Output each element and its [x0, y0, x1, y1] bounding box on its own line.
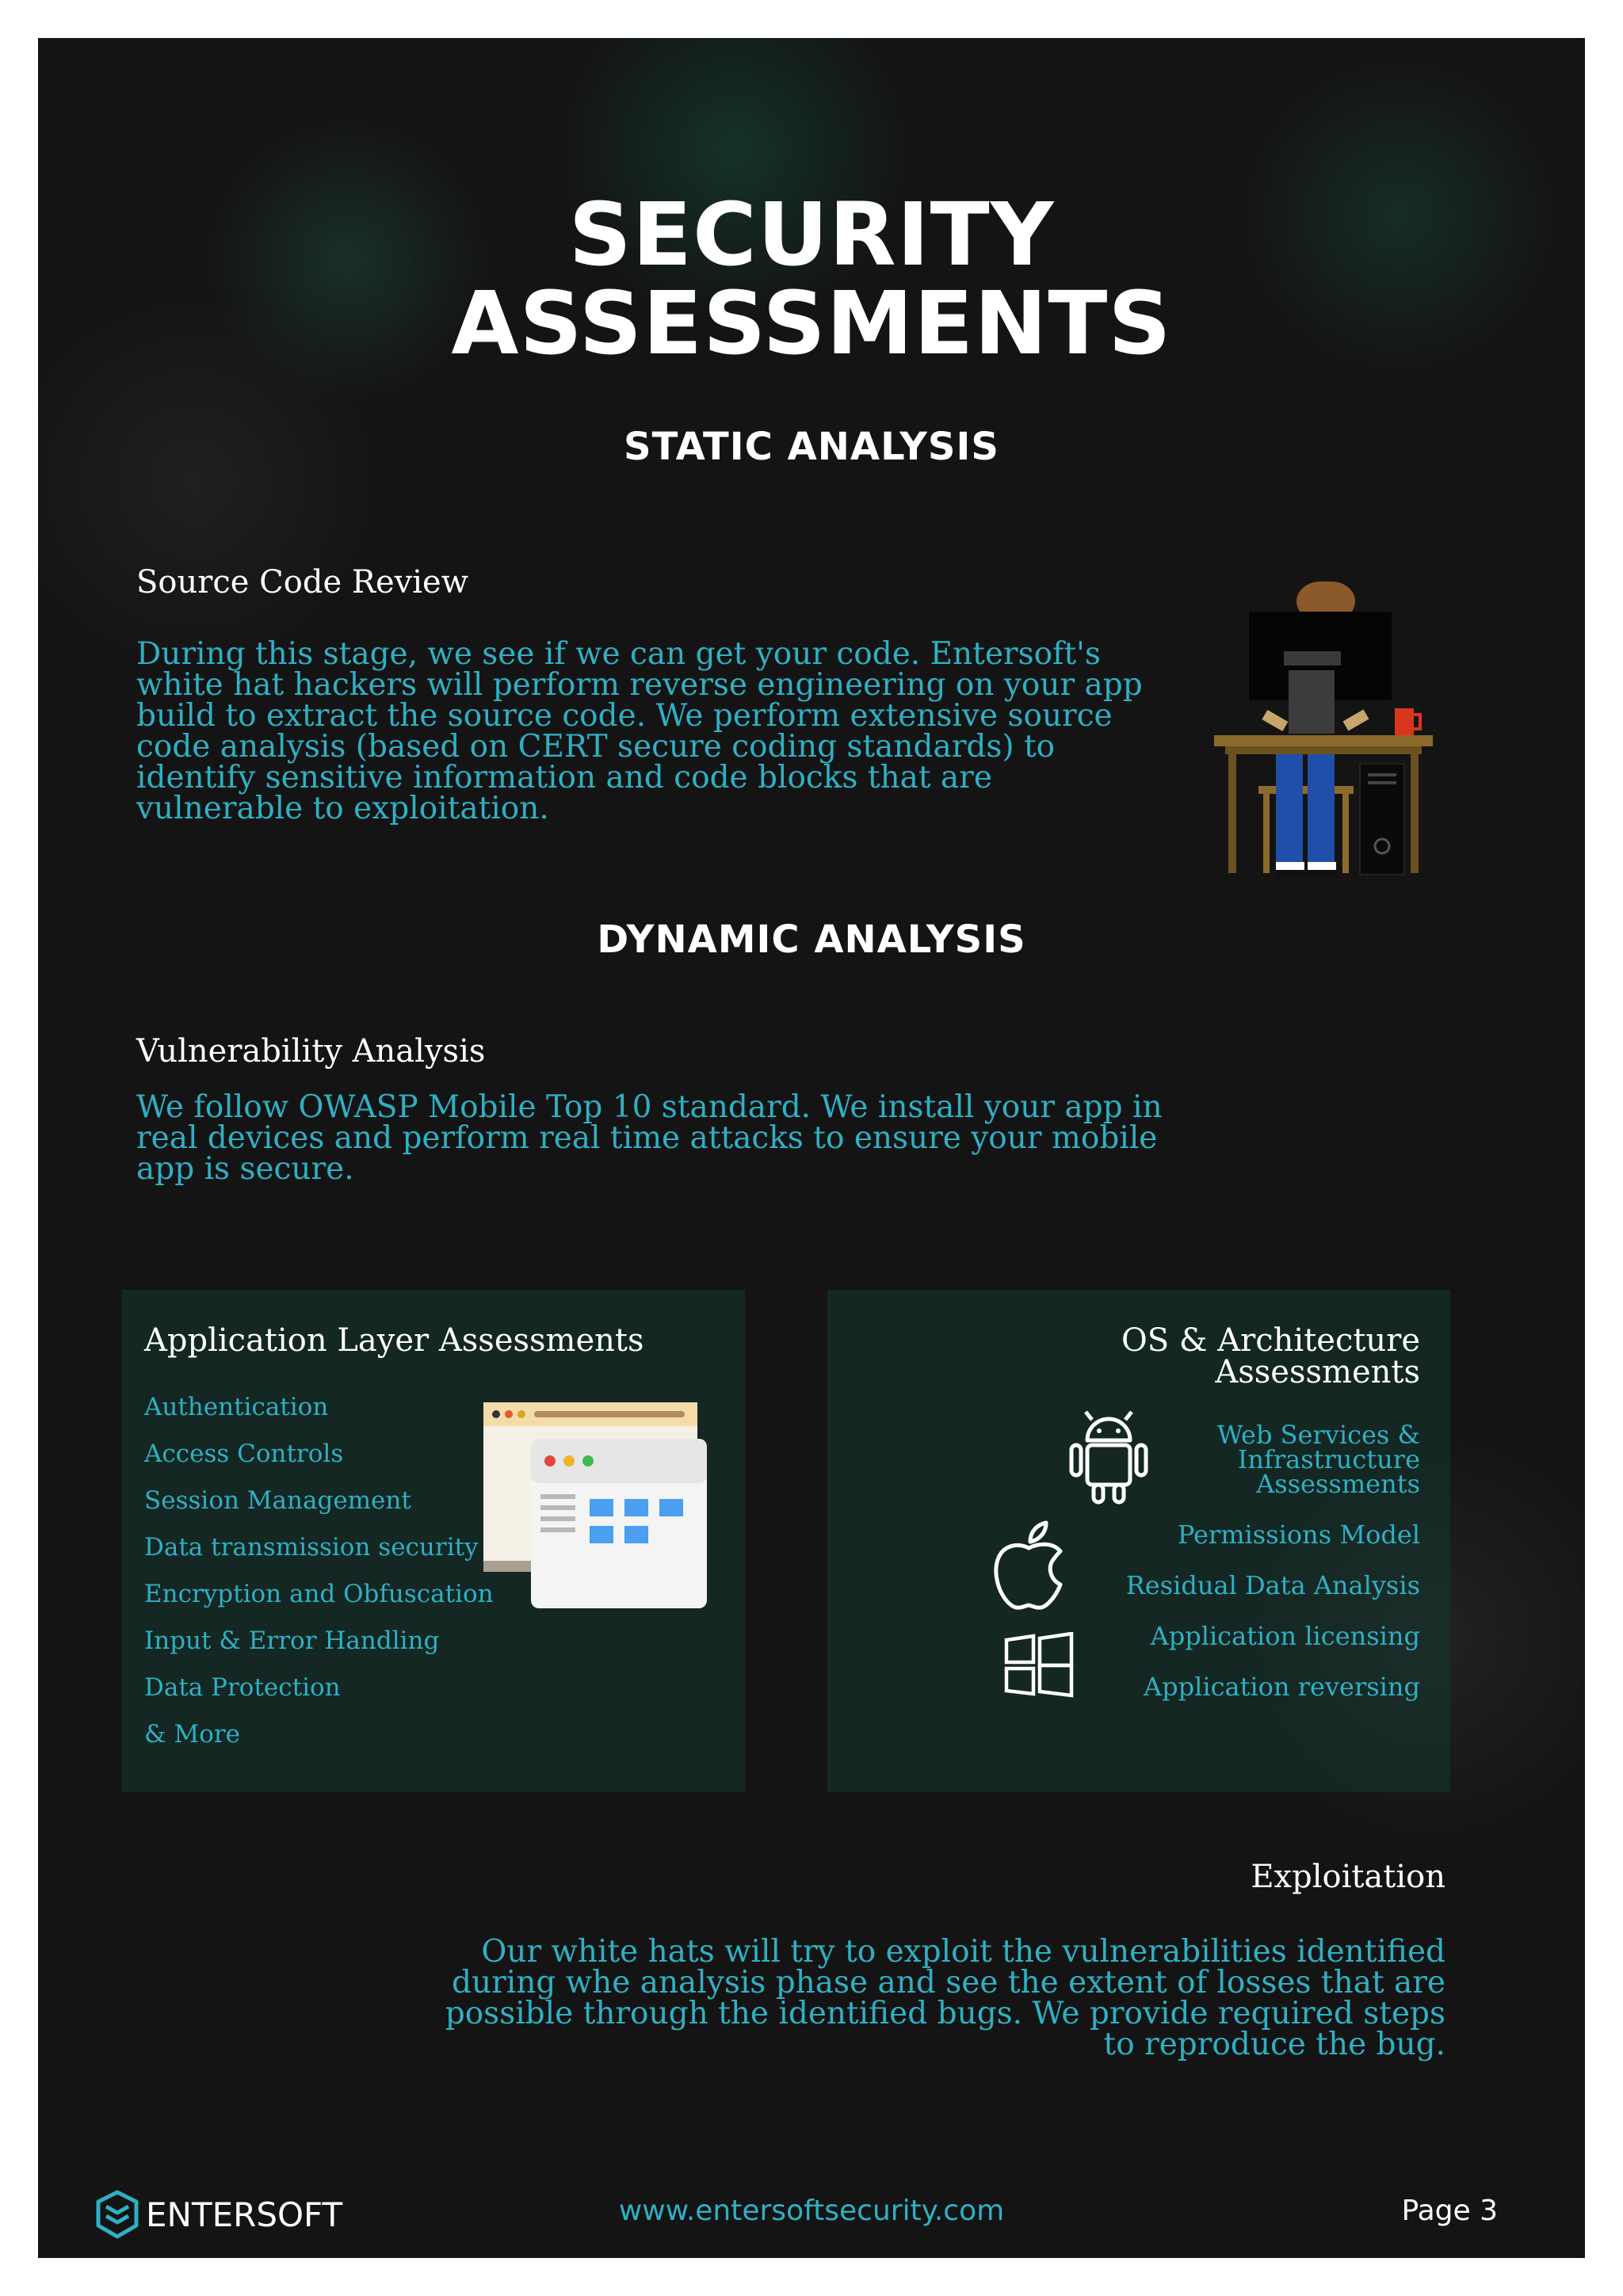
paragraph-line: to reproduce the bug. [1103, 2027, 1445, 2062]
list-item: Data transmission security [144, 1533, 479, 1562]
paragraph-line: identify sensitive information and code blocks that are [136, 760, 992, 795]
source-code-review-heading: Source Code Review [136, 564, 468, 601]
list-item-line: Infrastructure [1237, 1444, 1420, 1474]
application-layer-title: Application Layer Assessments [144, 1322, 644, 1359]
list-item-line: Assessments [1256, 1469, 1420, 1499]
list-item-line: Web Services & [1216, 1420, 1420, 1450]
application-layer-list [144, 1391, 494, 1765]
list-item: Input & Error Handling [144, 1627, 440, 1655]
os-architecture-panel [827, 1290, 1450, 1792]
paragraph-line: during whe analysis phase and see the extent of losses that are [452, 1965, 1445, 2000]
paragraph-line: app is secure. [136, 1151, 354, 1187]
paragraph-line: During this stage, we see if we can get your code. Entersoft's [136, 636, 1101, 672]
list-item: Application licensing [1150, 1621, 1420, 1651]
android-icon [1065, 1409, 1152, 1507]
list-item: Application reversing [1144, 1672, 1420, 1702]
page-title-line-1: SECURITY [568, 184, 1055, 285]
exploitation-paragraph [445, 1936, 1445, 2060]
list-item: Encryption and Obfuscation [144, 1580, 494, 1608]
paragraph-line: real devices and perform real time attacks to ensure your mobile [136, 1120, 1158, 1156]
hacker-at-desk-illustration [1211, 574, 1449, 906]
list-item: Data Protection [144, 1673, 341, 1702]
apple-icon [989, 1520, 1068, 1615]
dynamic-analysis-heading: DYNAMIC ANALYSIS [597, 917, 1026, 962]
page-title-line-2: ASSESSMENTS [451, 273, 1172, 374]
paragraph-line: white hat hackers will perform reverse engineering on your app [136, 667, 1143, 703]
list-item [1126, 1420, 1420, 1499]
browser-windows-icon [483, 1402, 713, 1610]
static-analysis-heading: STATIC ANALYSIS [624, 425, 999, 469]
static-analysis-paragraph [136, 636, 1143, 826]
list-item: Residual Data Analysis [1125, 1570, 1420, 1600]
dynamic-analysis-paragraph [136, 1089, 1163, 1187]
os-title-line-2: Assessments [1215, 1354, 1420, 1390]
os-title-line-1: OS & Architecture [1121, 1322, 1420, 1359]
page-number: Page 3 [1401, 2195, 1498, 2227]
os-architecture-title [1121, 1322, 1420, 1390]
brand-name: ENTERSOFT [146, 2195, 343, 2234]
paragraph-line: possible through the identified bugs. We provide required steps [445, 1996, 1445, 2031]
vulnerability-analysis-heading: Vulnerability Analysis [136, 1033, 486, 1070]
paragraph-line: Our white hats will try to exploit the vulnerabilities identified [481, 1934, 1445, 1970]
paragraph-line: We follow OWASP Mobile Top 10 standard. We install your app in [136, 1089, 1163, 1125]
list-item: & More [144, 1720, 241, 1749]
list-item: Authentication [144, 1393, 329, 1421]
page [38, 38, 1585, 2258]
list-item: Permissions Model [1177, 1520, 1420, 1550]
application-layer-panel [122, 1290, 745, 1792]
list-item: Session Management [144, 1486, 411, 1515]
paragraph-line: code analysis (based on CERT secure coding standards) to [136, 729, 1056, 765]
footer-website-link[interactable]: www.entersoftsecurity.com [618, 2195, 1005, 2227]
paragraph-line: build to extract the source code. We perform extensive source [136, 698, 1113, 734]
list-item: Access Controls [144, 1440, 344, 1468]
windows-icon [1003, 1632, 1075, 1699]
paragraph-line: vulnerable to exploitation. [136, 791, 549, 826]
exploitation-heading: Exploitation [1251, 1859, 1445, 1895]
os-architecture-list [1125, 1420, 1420, 1725]
